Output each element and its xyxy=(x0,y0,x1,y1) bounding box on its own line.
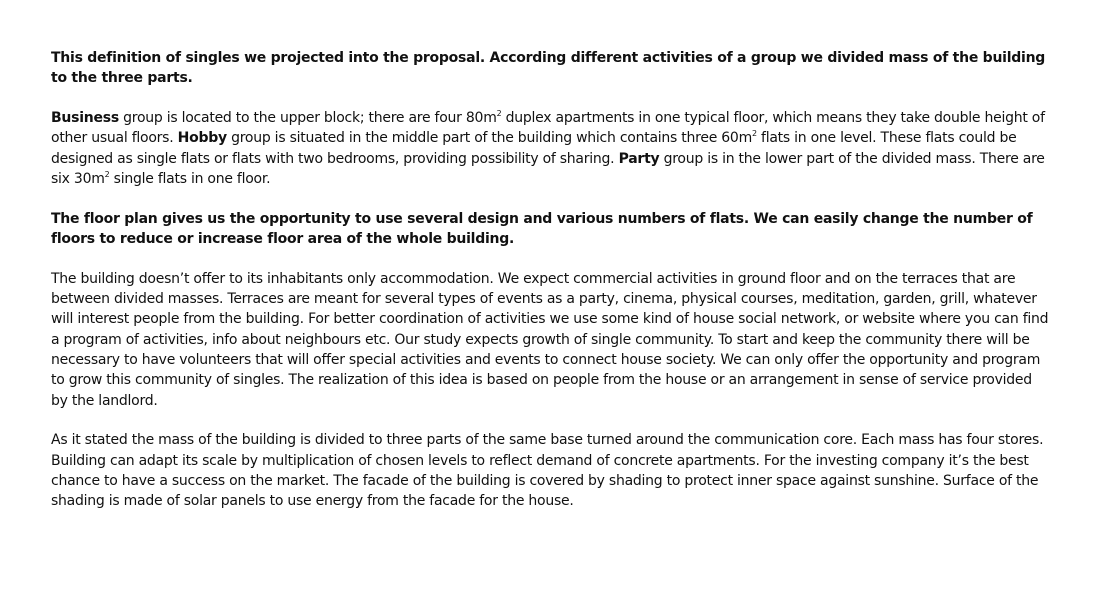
mass-paragraph: As it stated the mass of the building is divided to three parts of the same base turned around the communication core. Each mass has four stores. Building can adapt its scale by multiplication of chosen levels to reflect demand of concrete apartments. For the investing company it’s the best chance to have a success on the market. The facade of the building is covered by shading to protect inner space against sunshine. Surface of the shading is made of solar panels to use energy from the facade for the house. xyxy=(51,432,1044,510)
party-label: Party xyxy=(618,150,660,167)
document-body xyxy=(51,48,1051,531)
hobby-text-a: group is situated in the middle part of the building which contains three 60m xyxy=(226,130,752,147)
intro-paragraph: This definition of singles we projected into the proposal. According different activities of a group we divided mass of the building to the three parts. xyxy=(51,50,1046,87)
community-paragraph: The building doesn’t offer to its inhabitants only accommodation. We expect commercial activities in ground floor and on the terraces that are between divided masses. Terraces are meant for several types of events as a party, cinema, physical courses, meditation, garden, grill, whatever will interest people from the building. For better coordination of activities we use some kind of house social network, or website where you can find a program of activities, info about neighbours etc. Our study expects growth of single community. To start and keep the community there will be necessary to have volunteers that will offer special activities and events to connect house society. We can only offer the opportunity and program to grow this community of singles. The realization of this idea is based on people from the house or an arrangement in sense of service provided by the landlord. xyxy=(51,270,1049,409)
business-superscript: 2 xyxy=(496,109,502,119)
floor-plan-paragraph: The floor plan gives us the opportunity to use several design and various numbers of flats. We can easily change the number of floors to reduce or increase floor area of the whole building. xyxy=(51,210,1033,248)
party-superscript: 2 xyxy=(104,169,110,179)
business-text-b: duplex apartments in one typical floor, which means they take double height of other usual floors. xyxy=(51,110,1045,147)
groups-paragraph xyxy=(51,108,1051,189)
hobby-superscript: 2 xyxy=(751,129,757,139)
party-text-b: single flats in one floor. xyxy=(109,170,271,187)
business-text-a: group is located to the upper block; there are four 80m xyxy=(118,110,497,127)
hobby-text-b: flats in one level. These flats could be designed as single flats or flats with two bedrooms, providing possibility of sharing. xyxy=(51,130,1017,167)
party-text-a: group is in the lower part of the divided mass. There are six 30m xyxy=(51,150,1045,187)
hobby-label: Hobby xyxy=(177,130,227,147)
business-label: Business xyxy=(51,110,119,127)
